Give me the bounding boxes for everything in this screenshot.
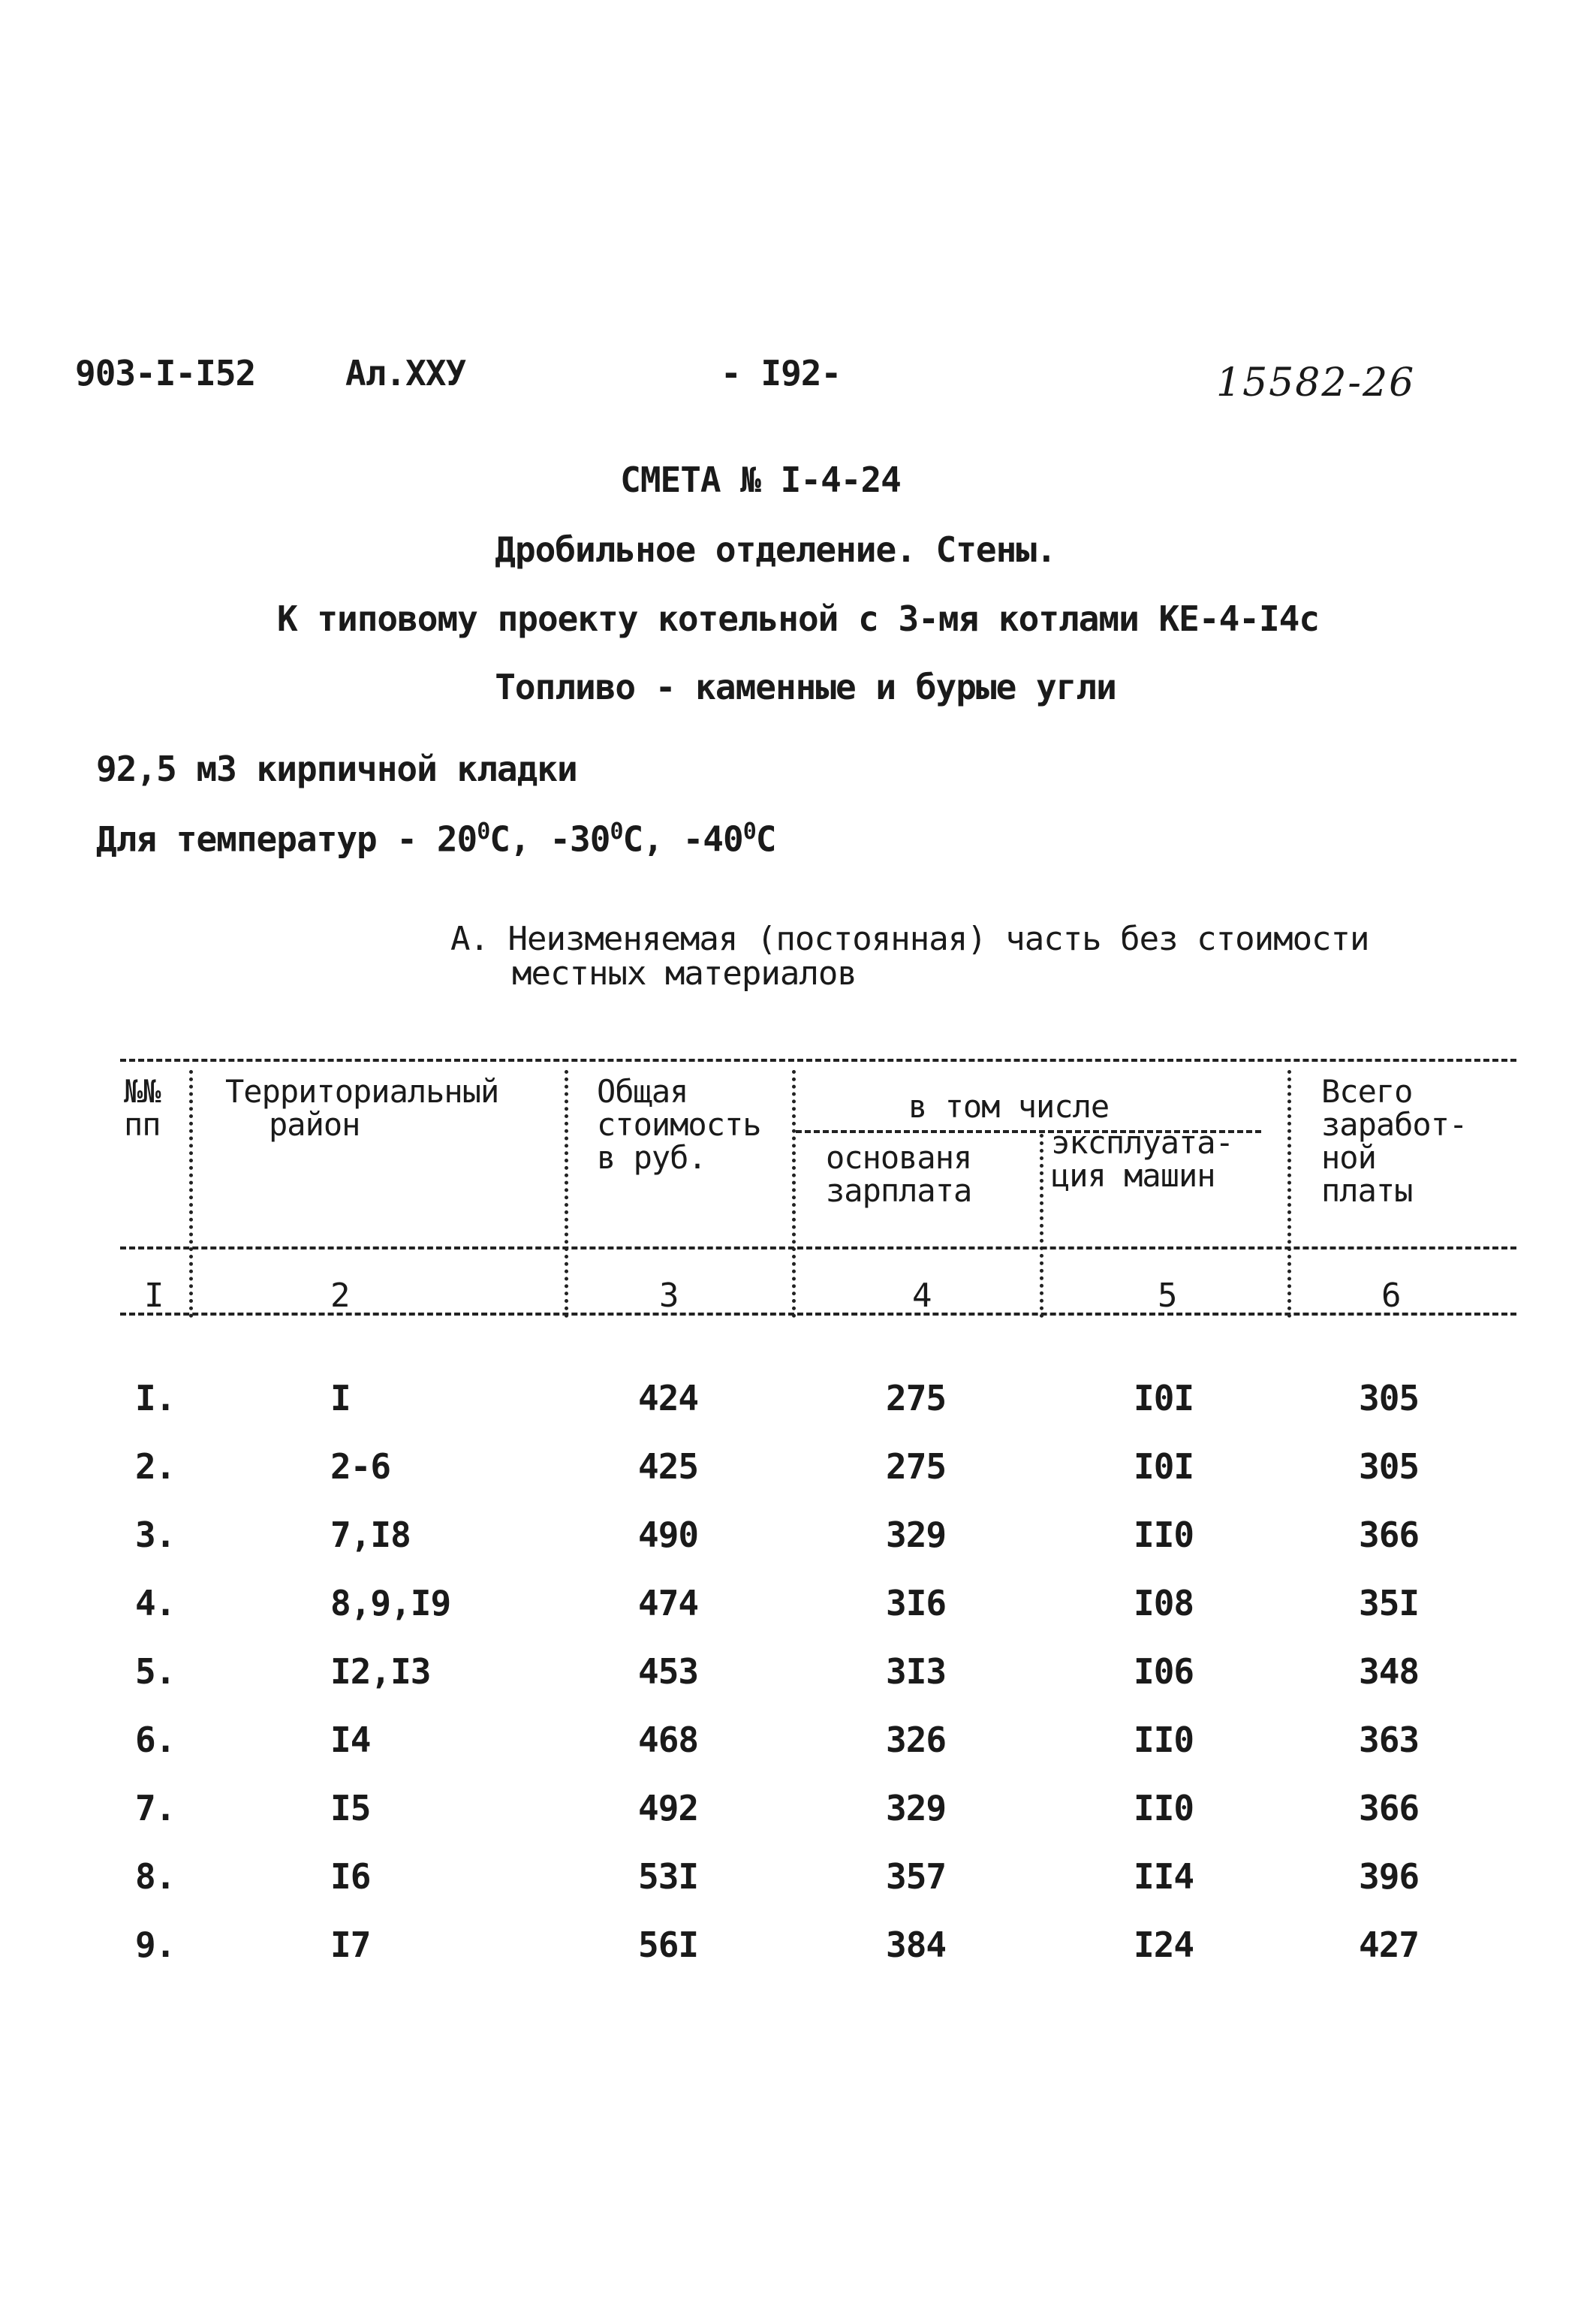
- column-number: I: [144, 1277, 164, 1315]
- row-total-cost: 425: [638, 1446, 699, 1487]
- row-base-wage: 275: [886, 1378, 947, 1418]
- column-divider: [189, 1070, 193, 1318]
- temperature-value-3: -40: [682, 818, 743, 860]
- row-district: I5: [330, 1788, 371, 1828]
- row-total-cost: 453: [638, 1651, 699, 1692]
- row-total-wage: 366: [1359, 1788, 1420, 1828]
- row-machine-operation: I0I: [1134, 1446, 1194, 1487]
- column-divider: [1040, 1134, 1043, 1318]
- volume-line: 92,5 м3 кирпичной кладки: [96, 749, 577, 789]
- row-total-cost: 490: [638, 1515, 699, 1555]
- row-total-cost: 474: [638, 1583, 699, 1623]
- row-machine-operation: II0: [1134, 1515, 1194, 1555]
- header-including-group: в том числе: [908, 1088, 1110, 1125]
- header-total-cost: Общая стоимость в руб.: [597, 1073, 761, 1176]
- row-total-cost: 424: [638, 1378, 699, 1418]
- row-machine-operation: II0: [1134, 1788, 1194, 1828]
- temperature-prefix: Для температур -: [96, 818, 437, 860]
- row-total-wage: 305: [1359, 1446, 1420, 1487]
- degree-mark: 0: [477, 818, 490, 845]
- temperature-separator: ,: [509, 818, 550, 860]
- row-machine-operation: II4: [1134, 1856, 1194, 1897]
- column-divider: [565, 1070, 568, 1318]
- row-number: 2.: [135, 1446, 176, 1487]
- row-base-wage: 3I6: [886, 1583, 947, 1623]
- column-number: 6: [1381, 1277, 1402, 1315]
- row-district: 8,9,I9: [330, 1583, 451, 1623]
- section-title: Дробильное отделение. Стены.: [495, 529, 1056, 570]
- row-total-cost: 492: [638, 1788, 699, 1828]
- temperature-line: [96, 818, 775, 859]
- row-number: 9.: [135, 1925, 176, 1965]
- row-district: I: [330, 1378, 351, 1418]
- column-number-rule: [120, 1313, 1516, 1316]
- column-number: 5: [1158, 1277, 1178, 1315]
- album-number: Ал.XXУ: [345, 353, 466, 393]
- row-total-cost: 56I: [638, 1925, 699, 1965]
- row-total-wage: 305: [1359, 1378, 1420, 1418]
- project-title: К типовому проекту котельной с 3-мя котлами КЕ-4-I4с: [276, 598, 1320, 639]
- column-number: 2: [330, 1277, 351, 1315]
- row-base-wage: 275: [886, 1446, 947, 1487]
- row-base-wage: 3I3: [886, 1651, 947, 1692]
- row-base-wage: 384: [886, 1925, 947, 1965]
- row-total-wage: 35I: [1359, 1583, 1420, 1623]
- row-number: 5.: [135, 1651, 176, 1692]
- row-district: 7,I8: [330, 1515, 411, 1555]
- row-machine-operation: I06: [1134, 1651, 1194, 1692]
- row-base-wage: 329: [886, 1788, 947, 1828]
- row-number: 3.: [135, 1515, 176, 1555]
- row-total-wage: 427: [1359, 1925, 1420, 1965]
- row-district: I4: [330, 1720, 371, 1760]
- row-machine-operation: I0I: [1134, 1378, 1194, 1418]
- column-divider: [1287, 1070, 1291, 1318]
- row-base-wage: 326: [886, 1720, 947, 1760]
- header-machine-operation: эксплуата- ция машин: [1051, 1124, 1233, 1194]
- row-district: I2,I3: [330, 1651, 431, 1692]
- estimate-title: СМЕТА № I-4-24: [620, 460, 901, 500]
- header-district: Территориальный район: [225, 1073, 499, 1143]
- table-top-rule: [120, 1059, 1516, 1062]
- temperature-value-2: -30: [550, 818, 610, 860]
- column-divider: [792, 1070, 796, 1318]
- temperature-unit: С: [622, 818, 643, 860]
- row-number: 6.: [135, 1720, 176, 1760]
- row-number: 7.: [135, 1788, 176, 1828]
- row-total-wage: 366: [1359, 1515, 1420, 1555]
- row-total-wage: 348: [1359, 1651, 1420, 1692]
- row-total-wage: 396: [1359, 1856, 1420, 1897]
- row-district: I7: [330, 1925, 371, 1965]
- degree-mark: 0: [742, 818, 756, 845]
- section-a-heading: [450, 922, 1369, 991]
- row-machine-operation: I24: [1134, 1925, 1194, 1965]
- fuel-title: Топливо - каменные и бурые угли: [495, 667, 1116, 707]
- temperature-value-1: 20: [436, 818, 477, 860]
- row-total-cost: 468: [638, 1720, 699, 1760]
- header-base-wage: основаня зарплата: [826, 1139, 972, 1209]
- row-district: 2-6: [330, 1446, 391, 1487]
- row-machine-operation: II0: [1134, 1720, 1194, 1760]
- row-machine-operation: I08: [1134, 1583, 1194, 1623]
- temperature-unit: С: [755, 818, 776, 860]
- header-total-wage: Всего заработ- ной платы: [1321, 1073, 1468, 1209]
- section-a-line-2: местных материалов: [512, 954, 857, 993]
- document-code: 903-I-I52: [75, 353, 256, 393]
- temperature-separator: ,: [643, 818, 683, 860]
- handwritten-number: 15582-26: [1216, 360, 1416, 405]
- column-number: 3: [659, 1277, 679, 1315]
- column-number: 4: [912, 1277, 932, 1315]
- page-number: - I92-: [721, 353, 842, 393]
- row-number: I.: [135, 1378, 176, 1418]
- row-base-wage: 357: [886, 1856, 947, 1897]
- row-total-cost: 53I: [638, 1856, 699, 1897]
- section-a-line-1: А. Неизменяемая (постоянная) часть без стоимости: [450, 920, 1369, 958]
- row-number: 4.: [135, 1583, 176, 1623]
- degree-mark: 0: [610, 818, 623, 845]
- table-header-bottom-rule: [120, 1246, 1516, 1249]
- row-base-wage: 329: [886, 1515, 947, 1555]
- row-number: 8.: [135, 1856, 176, 1897]
- header-number: №№ пп: [124, 1073, 161, 1143]
- row-district: I6: [330, 1856, 371, 1897]
- temperature-unit: С: [489, 818, 510, 860]
- row-total-wage: 363: [1359, 1720, 1420, 1760]
